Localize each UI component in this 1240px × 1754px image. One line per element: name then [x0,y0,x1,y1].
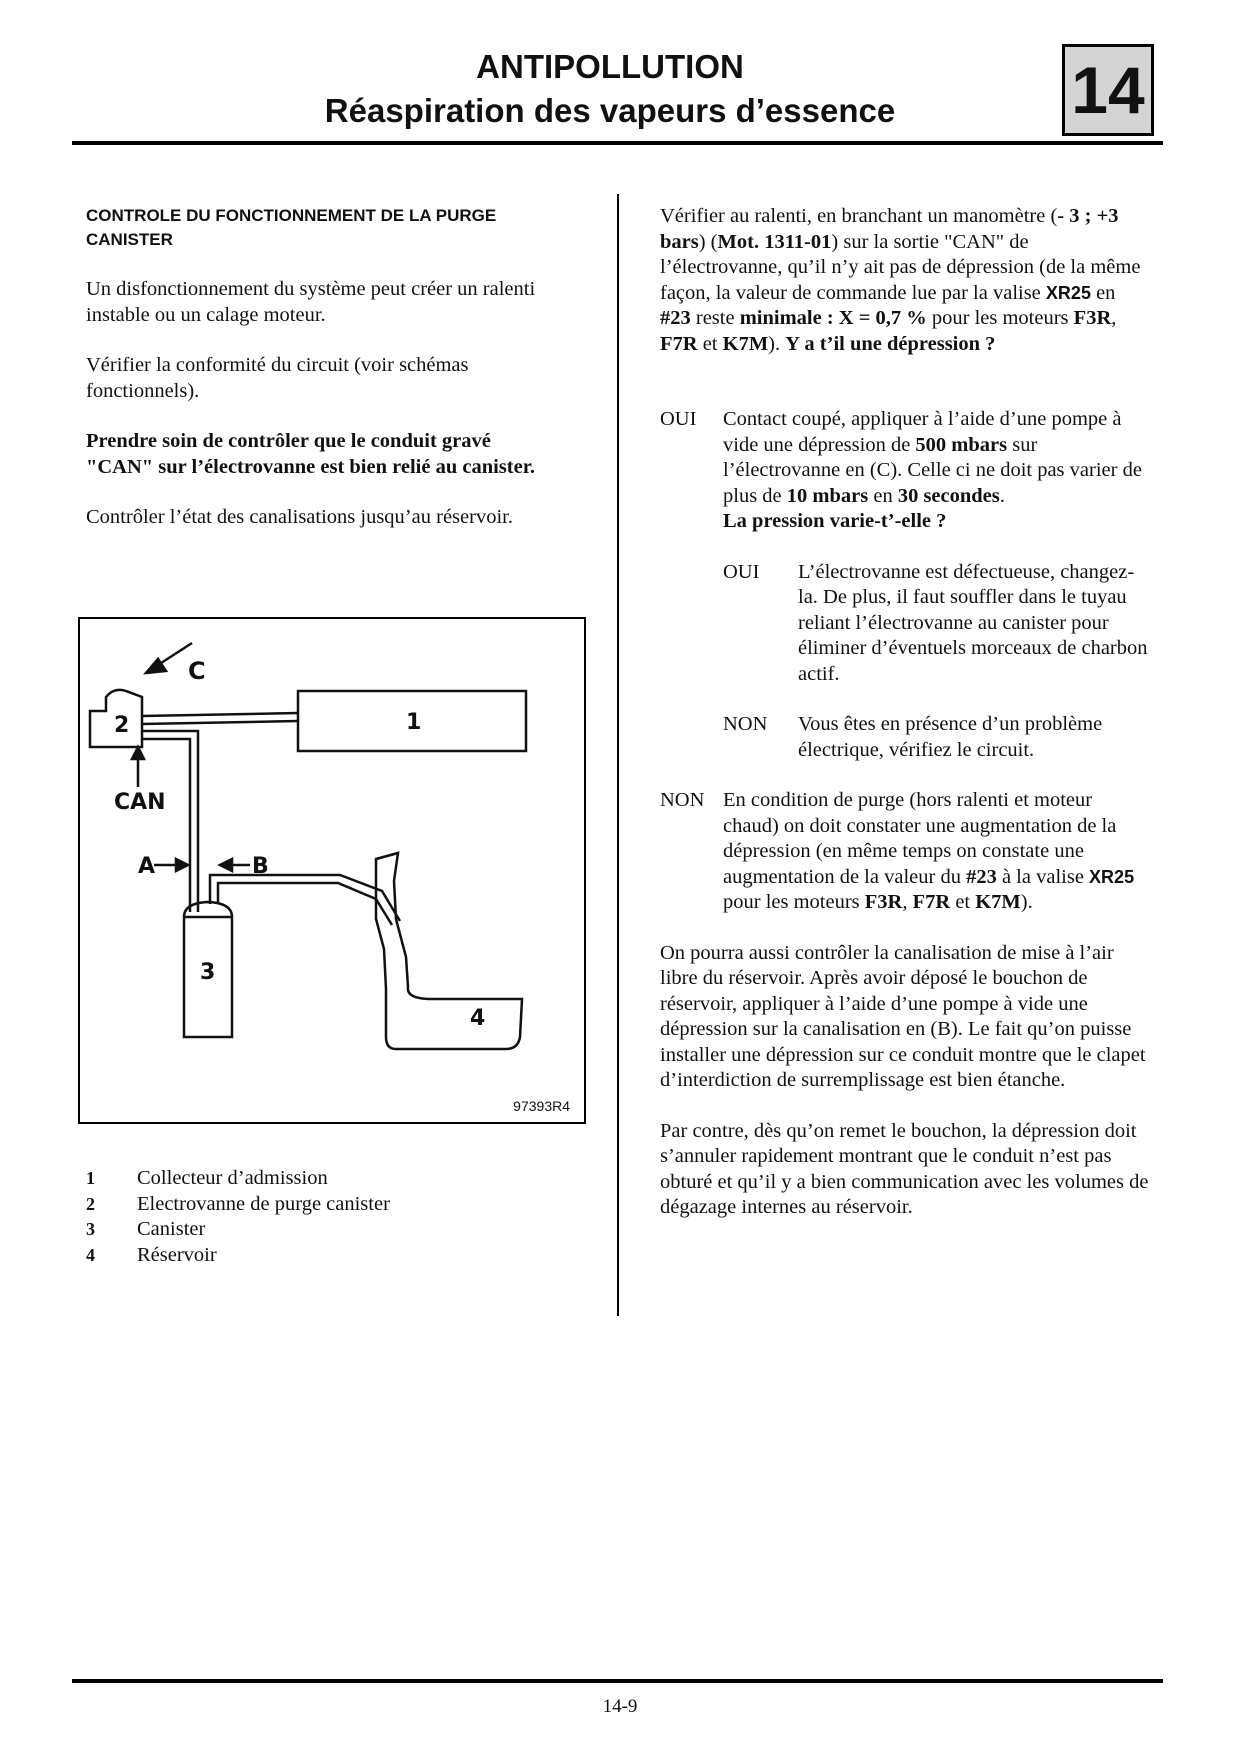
arrow-c-line [158,643,192,665]
filler-cap-line [376,853,398,859]
sub-answer-oui-label: OUI [723,560,760,583]
label-3: 3 [200,960,216,985]
page-subtitle: Réaspiration des vapeurs d’essence [324,92,896,129]
label-b: B [252,854,269,879]
left-paragraph-1: Un disfonctionnement du système peut créer un ralenti instable ou un calage moteur. [86,278,536,326]
answer-non-text: En condition de purge (hors ralenti et moteur chaud) on doit constater une augmentation de la dépression (en même temps on constate une augmentation de la valeur du #23 à la valise XR25 pour les moteurs F3R, F7R et K7M). [723,789,1135,913]
left-paragraph-4: Contrôler l’état des canalisations jusqu’au réservoir. [86,506,513,528]
legend-item [86,1192,556,1218]
answer-oui-block [660,407,1150,763]
pipe-valve-canister [142,731,198,912]
label-a: A [138,854,156,879]
section-heading: CONTROLE DU FONCTIONNEMENT DE LA PURGE CANISTER [86,206,497,249]
right-intro-paragraph: Vérifier au ralenti, en branchant un manomètre (- 3 ; +3 bars) (Mot. 1311-01) sur la sortie "CAN" de l’électrovanne, qu’il n’y ait pas de dépression (de la même façon, la valeur de commande lue par la valise XR25 en #23 reste minimale : X = 0,7 % pour les moteurs F3R, F7R et K7M). Y a t’il une dépression ? [660,205,1141,355]
right-column [660,204,1150,1221]
figure-reference: 97393R4 [513,1098,570,1114]
label-c: C [188,657,206,685]
right-paragraph-b: On pourra aussi contrôler la canalisation de mise à l’air libre du réservoir. Après avoir déposé le bouchon de réservoir, appliquer à l’aide d’une pompe à vide une dépression sur la canalisation en (B). Le fait qu’on puisse installer une dépression sur ce conduit montre que le clapet d’interdiction de surremplissage est bien étanche. [660,941,1146,1091]
left-paragraph-2: Vérifier la conformité du circuit (voir schémas fonctionnels). [86,354,469,402]
left-column [86,204,556,531]
legend-item [86,1166,556,1192]
arrow-a-head [176,859,188,871]
pipe-canister-tank [210,875,400,925]
canister-diagram [78,617,586,1124]
sub-answer-oui-block [723,560,1150,688]
legend-text: Collecteur d’admission [137,1167,328,1189]
legend-text: Canister [137,1218,206,1240]
answer-non-block [660,788,1150,916]
legend-number: 2 [86,1193,95,1214]
page-title: ANTIPOLLUTION [476,48,744,85]
legend-item [86,1243,556,1269]
pipe-valve-manifold [142,713,298,724]
left-paragraph-3: Prendre soin de contrôler que le conduit gravé "CAN" sur l’électrovanne est bien relié au canister. [86,430,536,478]
sub-answer-oui-text: L’électrovanne est défectueuse, changez-la. De plus, il faut souffler dans le tuyau reliant l’électrovanne au canister pour éliminer d’éventuels morceaux de charbon actif. [798,560,1148,685]
section-number-badge: 14 [1062,44,1154,136]
diagram-drawing [80,619,584,1122]
legend-number: 1 [86,1168,95,1188]
legend-text: Réservoir [137,1243,217,1266]
page-number: 14-9 [602,1696,638,1717]
column-divider [617,194,619,1316]
sub-answer-non-label: NON [723,713,768,735]
label-1: 1 [406,710,422,735]
sub-answer-non-text: Vous êtes en présence d’un problème électrique, vérifiez le circuit. [798,713,1103,761]
answer-oui-label: OUI [660,408,697,430]
answer-non-label: NON [660,789,705,811]
legend-number: 3 [86,1219,95,1239]
fuel-tank-shape [376,853,522,1049]
arrow-can-head [132,747,144,759]
legend-item [86,1217,556,1243]
answer-oui-text: Contact coupé, appliquer à l’aide d’une pompe à vide une dépression de 500 mbars sur l’électrovanne en (C). Celle ci ne doit pas varier de plus de 10 mbars en 30 secondes. La pression varie-t’-elle ? OUI L’électrovanne est défectueuse, changez-la. De plus, il faut souffler dans le tuyau reliant l’électrovanne au canister pour éliminer d’éventuels morceaux de charbon actif. NON Vous êtes en présence d’un problème électrique, vérifiez le circuit. [723,407,1150,763]
header-rule [72,141,1163,145]
label-2: 2 [114,713,130,738]
legend-text: Electrovanne de purge canister [137,1192,390,1215]
footer-rule [72,1679,1163,1683]
label-can: CAN [114,790,166,815]
right-paragraph-c: Par contre, dès qu’on remet le bouchon, la dépression doit s’annuler rapidement montrant que le conduit n’est pas obturé et qu’il y a bien communication avec les volumes de dégazage internes au réservoir. [660,1119,1149,1218]
legend-number: 4 [86,1244,95,1265]
figure-legend [86,1166,556,1268]
sub-answer-non-block [723,712,1150,763]
arrow-b-head [220,859,232,871]
label-4: 4 [470,1006,486,1031]
